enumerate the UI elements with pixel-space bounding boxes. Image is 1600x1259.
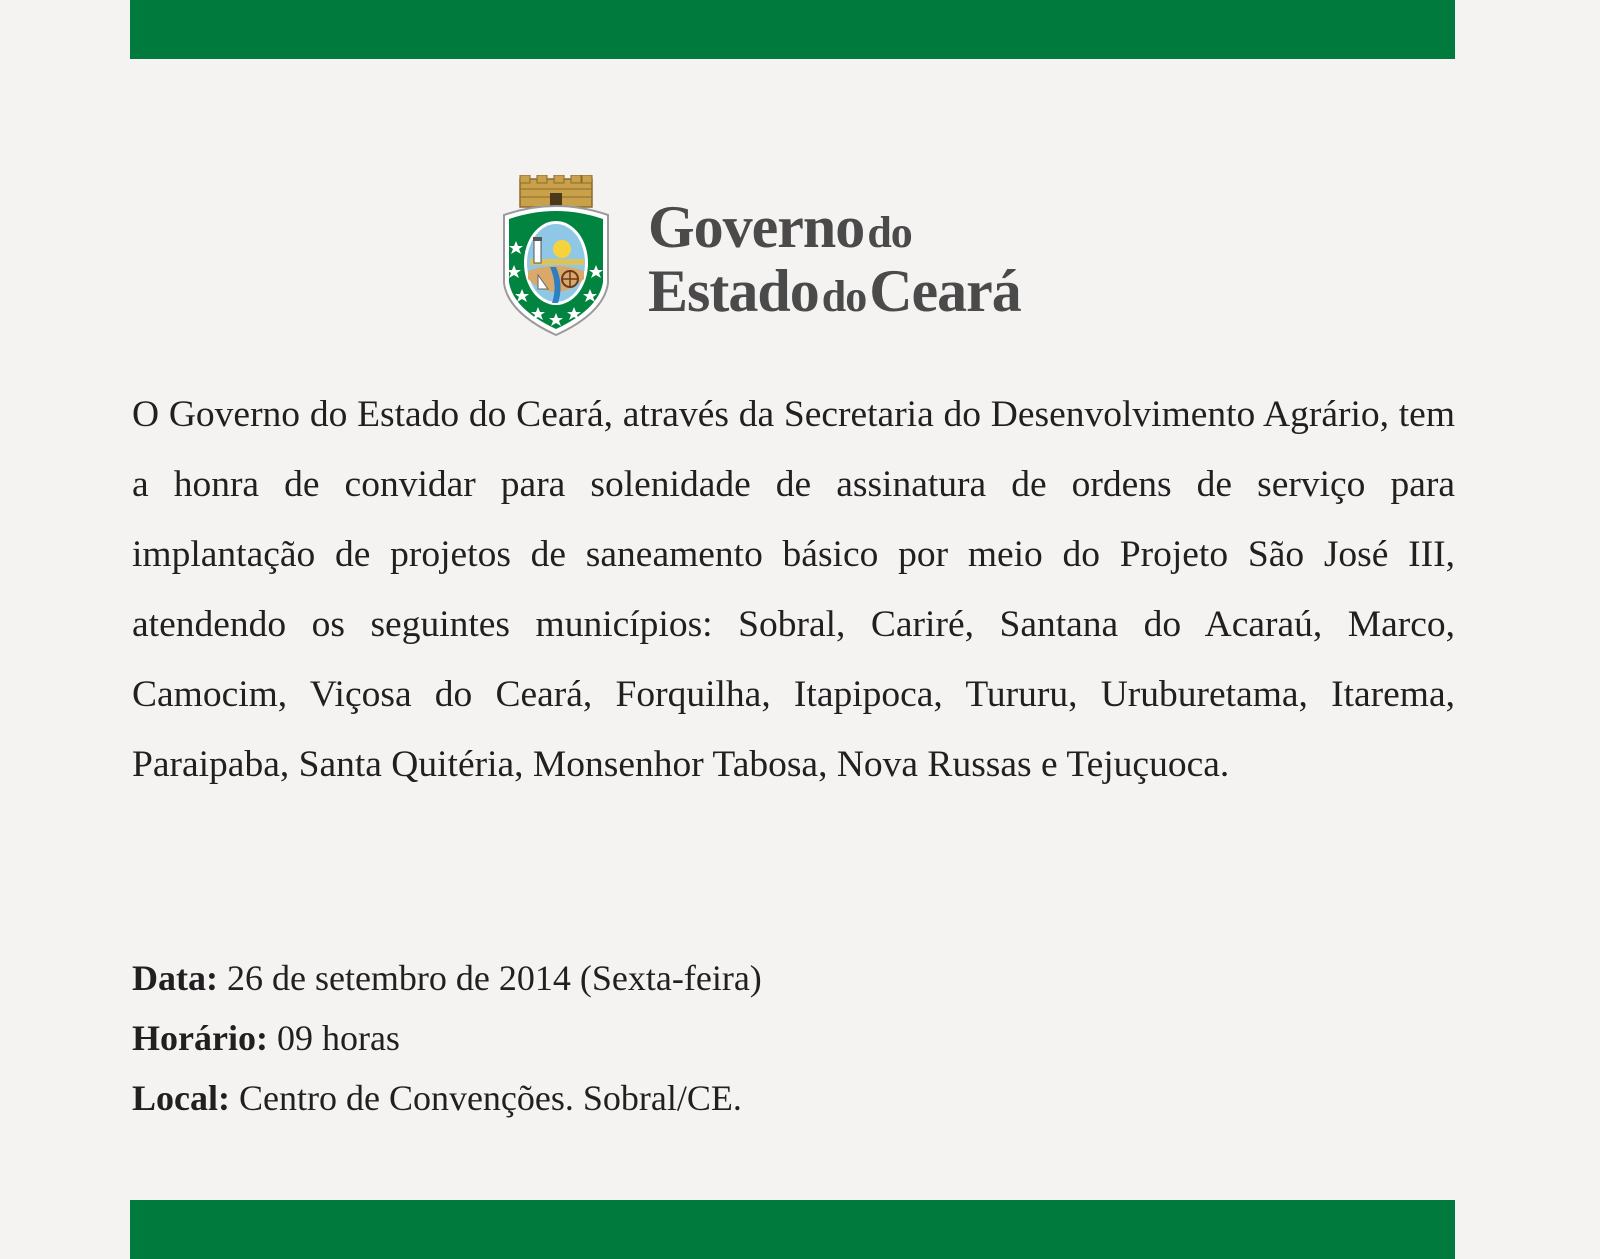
bottom-green-bar: [130, 1200, 1455, 1259]
date-label: Data:: [132, 958, 218, 998]
date-row: [132, 948, 762, 1008]
title-do-2: do: [821, 272, 867, 321]
government-logo: [494, 175, 1114, 340]
time-value: 09 horas: [276, 1018, 400, 1058]
time-row: [132, 1008, 762, 1068]
event-details: [132, 948, 762, 1128]
ceara-coat-of-arms-icon: [494, 175, 618, 340]
invitation-body: O Governo do Estado do Ceará, através da Secretaria do Desenvolvimento Agrário, tem a honra de convidar para solenidade de assinatura de ordens de serviço para implantação de projetos de saneamento básico por meio do Projeto São José III, atendendo os seguintes municípios: Sobral, Cariré, Santana do Acaraú, Marco, Camocim, Viçosa do Ceará, Forquilha, Itapipoca, Tururu, Uruburetama, Itarema, Paraipaba, Santa Quitéria, Monsenhor Tabosa, Nova Russas e Tejuçuoca.: [132, 394, 1455, 785]
date-value: 26 de setembro de 2014 (Sexta-feira): [226, 958, 762, 998]
place-row: [132, 1068, 762, 1128]
place-value: Centro de Convenções. Sobral/CE.: [238, 1078, 742, 1118]
title-do-1: do: [867, 208, 912, 257]
top-green-bar: [130, 0, 1455, 59]
place-label: Local:: [132, 1078, 230, 1118]
title-ceara: Ceará: [869, 258, 1021, 324]
title-estado: Estado: [648, 258, 819, 324]
government-title: [648, 194, 1021, 324]
title-governo: Governo: [648, 194, 865, 260]
title-line-1: [648, 194, 1021, 260]
title-line-2: [648, 258, 1021, 324]
time-label: Horário:: [132, 1018, 268, 1058]
